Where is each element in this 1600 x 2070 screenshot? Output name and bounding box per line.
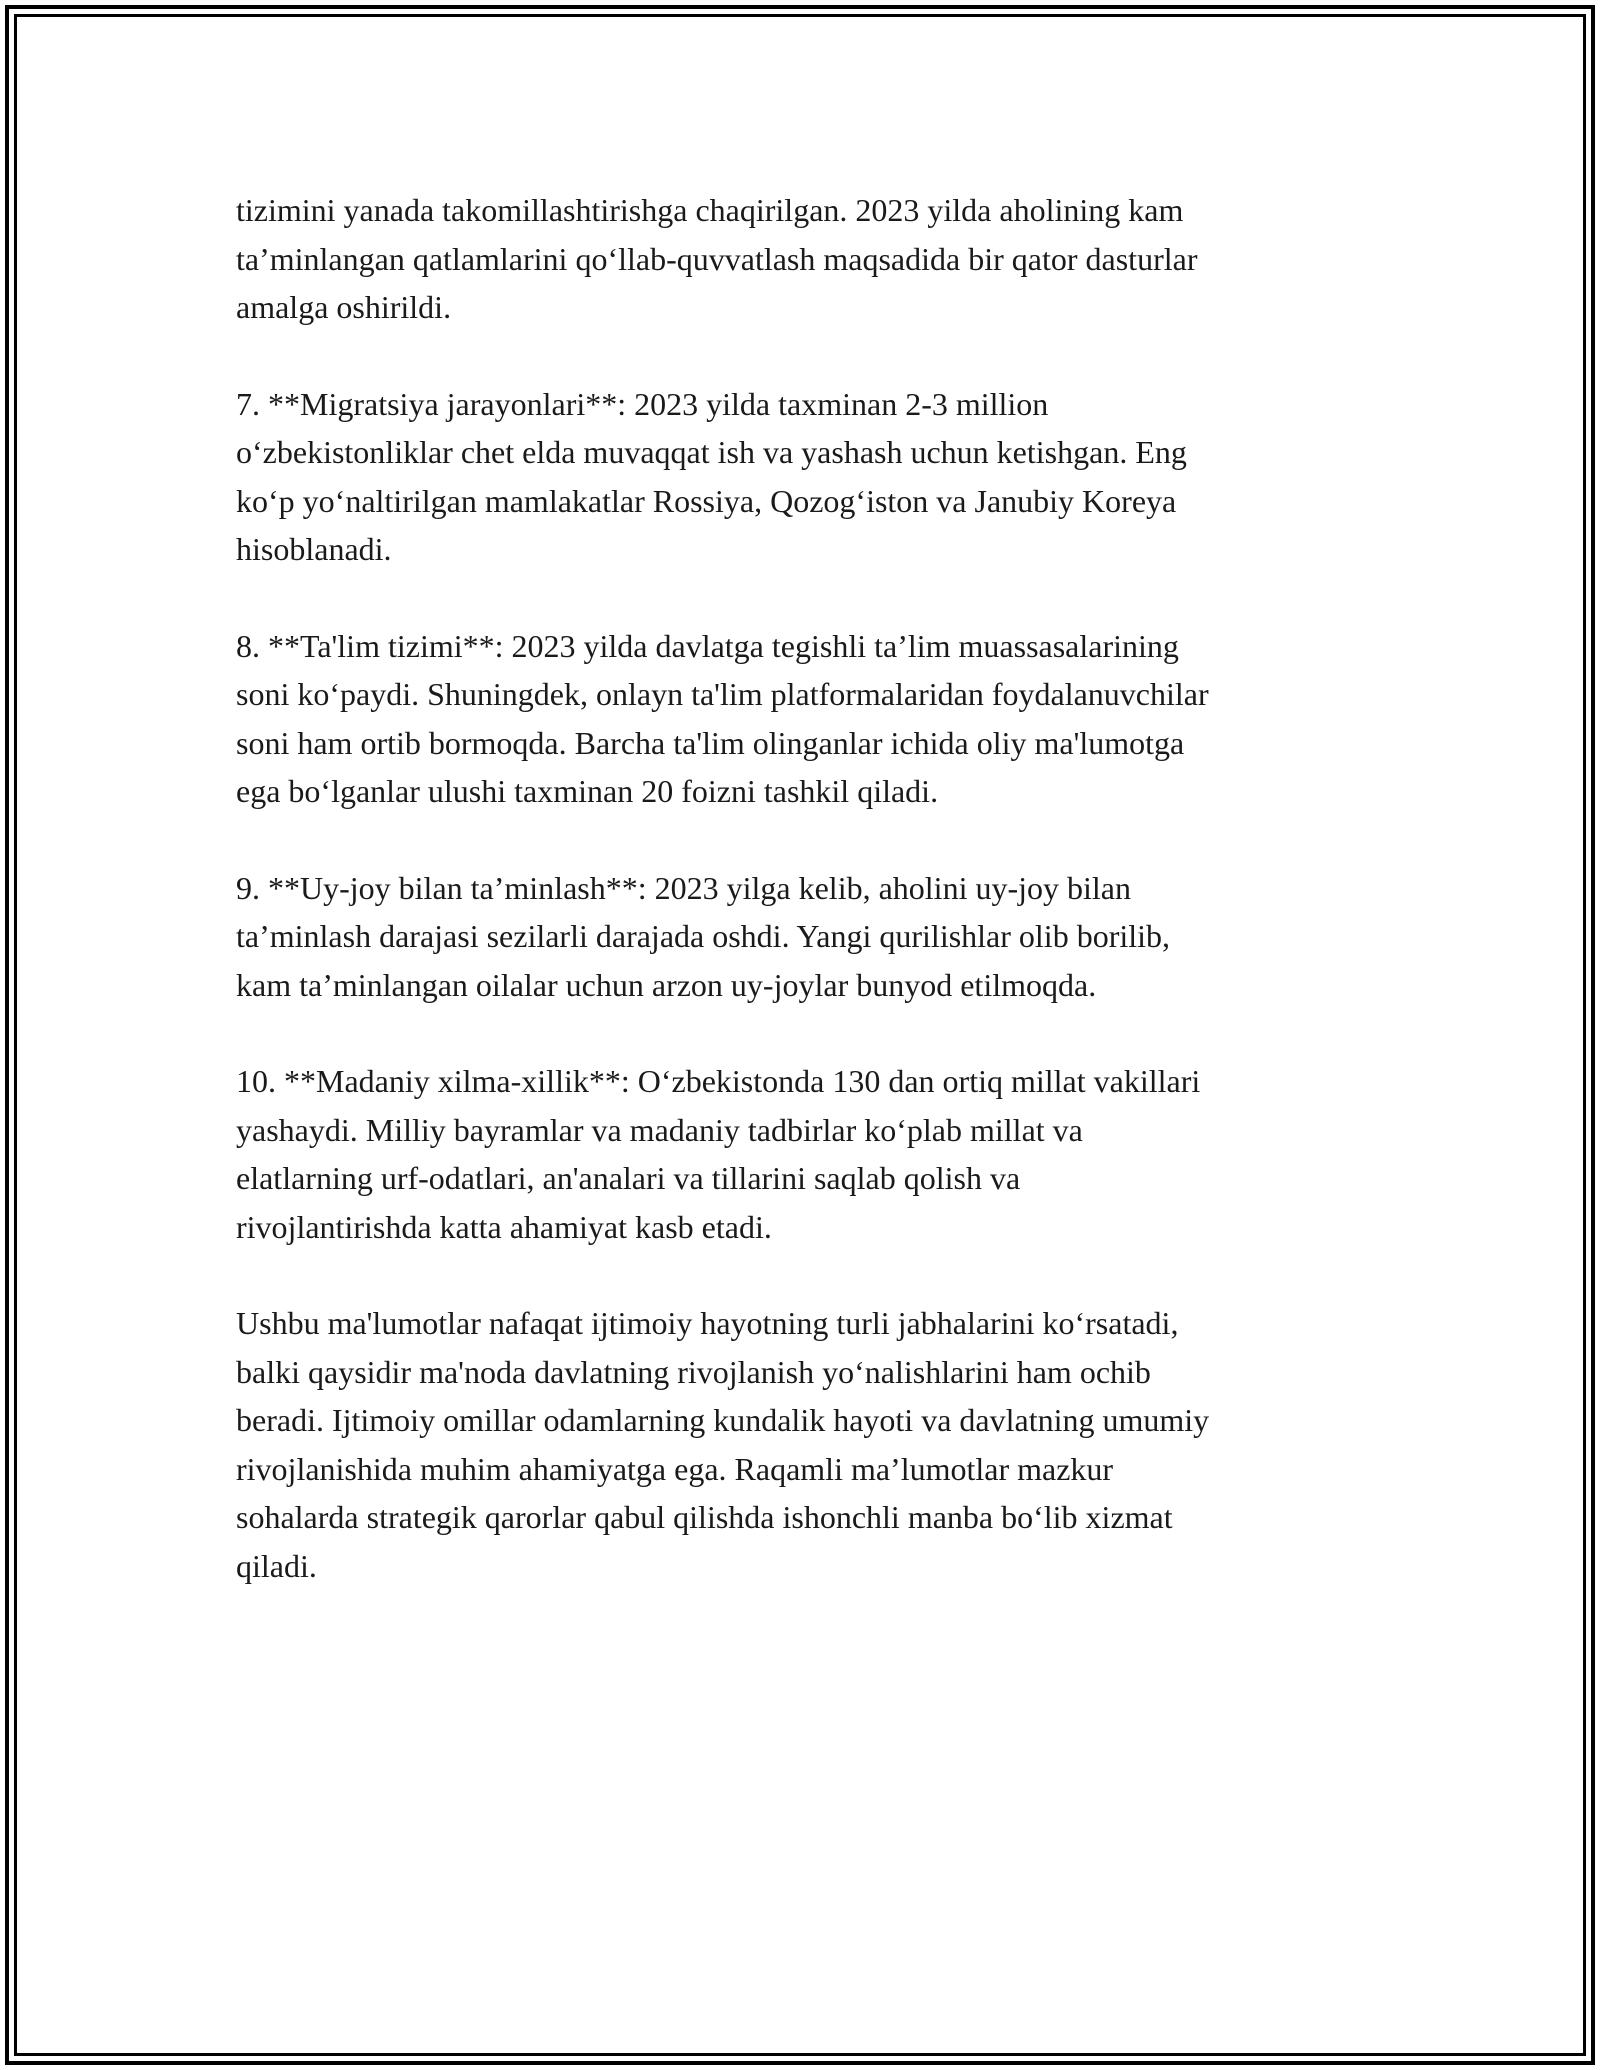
text-line: balki qaysidir ma'noda davlatning rivojlanish yo‘nalishlarini ham ochib [236, 1353, 1151, 1390]
text-line: elatlarning urf-odatlari, an'analari va tillarini saqlab qolish va [236, 1160, 1021, 1196]
text-line: 10. **Madaniy xilma-xillik**: O‘zbekistonda 130 dan ortiq millat vakillari [236, 1063, 1201, 1099]
text-line: qiladi. [236, 1547, 317, 1584]
text-line: amalga oshirildi. [236, 289, 452, 325]
text-line: ko‘p yo‘naltirilgan mamlakatlar Rossiya, Qozog‘iston va Janubiy Koreya [236, 482, 1177, 519]
text-line: soni ham ortib bormoqda. Barcha ta'lim olinganlar ichida oliy ma'lumotga [236, 724, 1185, 761]
paragraph-migration [236, 380, 1366, 574]
text-line: Ushbu ma'lumotlar nafaqat ijtimoiy hayotning turli jabhalarini ko‘rsatadi, [236, 1305, 1179, 1341]
paragraph-housing [236, 864, 1366, 1010]
text-line: o‘zbekistonliklar chet elda muvaqqat ish va yashash uchun ketishgan. Eng [236, 434, 1187, 470]
document-body [236, 186, 1366, 1638]
text-line: tizimini yanada takomillashtirishga chaqirilgan. 2023 yilda aholining kam [236, 192, 1184, 228]
text-line: ega bo‘lganlar ulushi taxminan 20 foizni tashkil qiladi. [236, 773, 939, 809]
text-line: hisoblanadi. [236, 531, 392, 567]
text-line: rivojlantirishda katta ahamiyat kasb etadi. [236, 1208, 772, 1245]
text-line: ta’minlangan qatlamlarini qo‘llab-quvvatlash maqsadida bir qator dasturlar [236, 240, 1198, 277]
paragraph-social-protection [236, 186, 1366, 332]
text-line: soni ko‘paydi. Shuningdek, onlayn ta'lim platformalaridan foydalanuvchilar [236, 676, 1209, 712]
text-line: kam ta’minlangan oilalar uchun arzon uy-joylar bunyod etilmoqda. [236, 966, 1097, 1003]
paragraph-conclusion [236, 1299, 1366, 1590]
text-line: sohalarda strategik qarorlar qabul qilishda ishonchli manba bo‘lib xizmat [236, 1499, 1173, 1535]
text-line: rivojlanishida muhim ahamiyatga ega. Raqamli ma’lumotlar mazkur [236, 1450, 1114, 1487]
paragraph-cultural-diversity [236, 1057, 1366, 1251]
text-line: beradi. Ijtimoiy omillar odamlarning kundalik hayoti va davlatning umumiy [236, 1402, 1210, 1438]
paragraph-education [236, 622, 1366, 816]
text-line: 8. **Ta'lim tizimi**: 2023 yilda davlatga tegishli ta’lim muassasalarining [236, 627, 1179, 664]
text-line: 9. **Uy-joy bilan ta’minlash**: 2023 yilga kelib, aholini uy-joy bilan [236, 869, 1131, 906]
text-line: ta’minlash darajasi sezilarli darajada oshdi. Yangi qurilishlar olib borilib, [236, 918, 1171, 954]
text-line: yashaydi. Milliy bayramlar va madaniy tadbirlar ko‘plab millat va [236, 1111, 1083, 1148]
text-line: 7. **Migratsiya jarayonlari**: 2023 yilda taxminan 2-3 million [236, 385, 1049, 422]
